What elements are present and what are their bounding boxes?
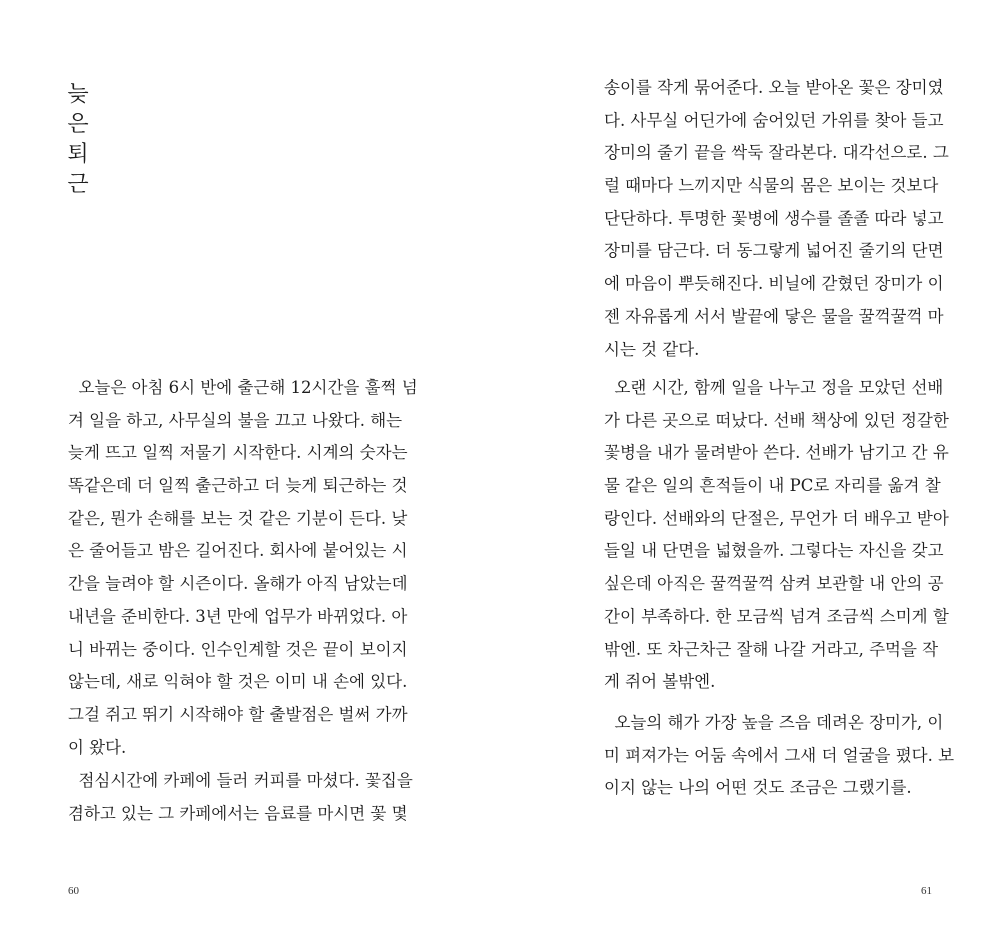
text-line: 젠 자유롭게 서서 발끝에 닿은 물을 꿀꺽꿀꺽 마 (604, 306, 944, 326)
text-line: 오랜 시간, 함께 일을 나누고 정을 모았던 선배 (604, 378, 944, 397)
page-number: 60 (68, 885, 79, 897)
text-line: 물 같은 일의 흔적들이 내 PC로 자리를 옮겨 찰 (604, 476, 941, 496)
text-line: 겸하고 있는 그 카페에서는 음료를 마시면 꽃 몇 (68, 803, 408, 823)
text-line: 않는데, 새로 익혀야 할 것은 이미 내 손에 있다. (68, 672, 408, 692)
text-line: 같은, 뭔가 손해를 보는 것 같은 기분이 든다. 낮 (68, 508, 408, 528)
text-line: 니 바뀌는 중이다. 인수인계할 것은 끝이 보이지 (68, 639, 408, 659)
text-line: 점심시간에 카페에 들러 커피를 마셨다. 꽃집을 (68, 771, 413, 790)
text-line: 오늘의 해가 가장 높을 즈음 데려온 장미가, 이 (604, 713, 944, 732)
text-line: 들일 내 단면을 넓혔을까. 그렇다는 자신을 갖고 (604, 541, 944, 561)
text-line: 장미의 줄기 끝을 싹둑 잘라본다. 대각선으로. 그 (604, 143, 949, 163)
right-page (500, 0, 1000, 949)
title-char: 은 (67, 112, 89, 137)
text-line: 이 왔다. (68, 737, 127, 757)
text-line: 시는 것 같다. (604, 339, 700, 359)
text-line: 꽃병을 내가 물려받아 쓴다. 선배가 남기고 간 유 (604, 443, 949, 463)
text-line: 장미를 담근다. 더 동그랗게 넓어진 줄기의 단면 (604, 241, 944, 261)
text-line: 미 펴져가는 어둠 속에서 그새 더 얼굴을 폈다. 보 (604, 745, 955, 765)
text-line: 오늘은 아침 6시 반에 출근해 12시간을 훌쩍 넘 (68, 378, 418, 397)
paragraph (68, 372, 418, 764)
chapter-title (66, 80, 90, 200)
text-line: 랑인다. 선배와의 단절은, 무언가 더 배우고 받아 (604, 508, 949, 528)
text-line: 송이를 작게 묶어준다. 오늘 받아온 꽃은 장미였 (604, 78, 944, 97)
paragraph (604, 707, 954, 805)
title-char: 근 (67, 172, 89, 197)
text-line: 밖엔. 또 차근차근 잘해 나갈 거라고, 주먹을 작 (604, 639, 939, 659)
text-line: 단단하다. 투명한 꽃병에 생수를 졸졸 따라 넣고 (604, 208, 944, 228)
title-char: 퇴 (67, 142, 89, 167)
text-line: 에 마음이 뿌듯해진다. 비닐에 갇혔던 장미가 이 (604, 274, 944, 294)
text-line: 이지 않는 나의 어떤 것도 조금은 그랬기를. (604, 778, 912, 798)
text-line: 은 줄어들고 밤은 길어진다. 회사에 붙어있는 시 (68, 541, 408, 561)
text-line: 싶은데 아직은 꿀꺽꿀꺽 삼켜 보관할 내 안의 공 (604, 574, 944, 594)
text-line: 간이 부족하다. 한 모금씩 넘겨 조금씩 스미게 할 (604, 606, 949, 626)
text-line: 늦게 뜨고 일찍 저물기 시작한다. 시계의 숫자는 (68, 443, 408, 463)
text-line: 게 쥐어 볼밖엔. (604, 672, 716, 692)
page-number: 61 (921, 885, 932, 897)
paragraph (604, 372, 949, 699)
text-line: 똑같은데 더 일찍 출근하고 더 늦게 퇴근하는 것 (68, 476, 408, 496)
text-line: 다. 사무실 어딘가에 숨어있던 가위를 찾아 들고 (604, 110, 944, 130)
text-line: 럴 때마다 느끼지만 식물의 몸은 보이는 것보다 (604, 176, 939, 196)
text-line: 내년을 준비한다. 3년 만에 업무가 바뀌었다. 아 (68, 606, 408, 626)
paragraph (68, 765, 413, 830)
paragraph (604, 72, 949, 366)
text-line: 겨 일을 하고, 사무실의 불을 끄고 나왔다. 해는 (68, 410, 403, 430)
text-line: 그걸 쥐고 뛰기 시작해야 할 출발점은 벌써 가까 (68, 704, 408, 724)
text-line: 가 다른 곳으로 떠났다. 선배 책상에 있던 정갈한 (604, 410, 949, 430)
text-line: 간을 늘려야 할 시즌이다. 올해가 아직 남았는데 (68, 574, 408, 594)
title-char: 늦 (67, 82, 89, 107)
